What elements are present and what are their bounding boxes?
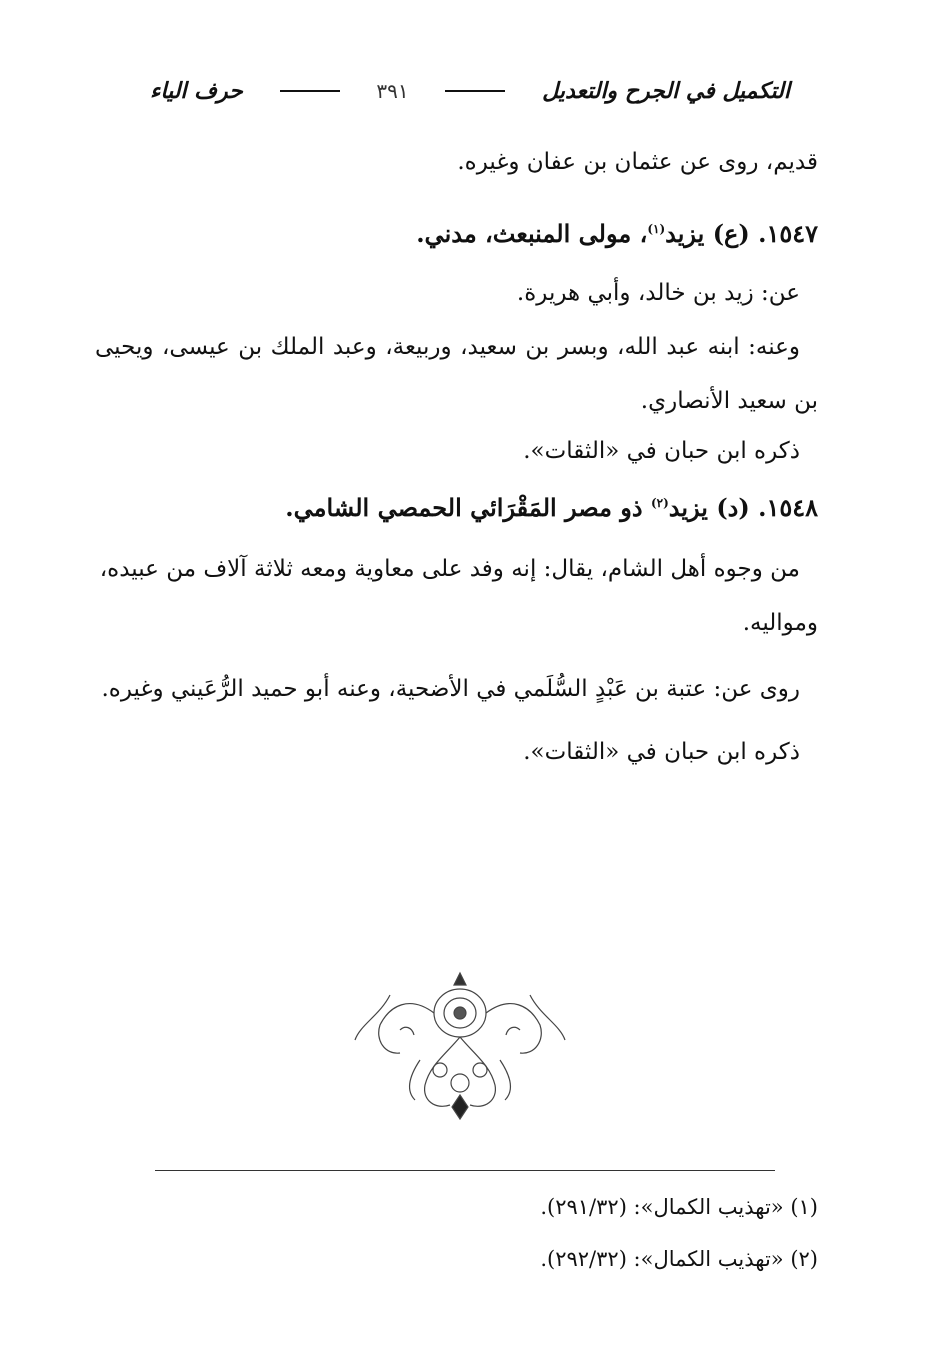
- footnote-ref: (١): [647, 222, 666, 236]
- body-line: ومواليه.: [742, 610, 818, 636]
- entry-heading-1548: [110, 486, 818, 525]
- footnote-separator: [155, 1170, 775, 1171]
- floral-ornament: [350, 965, 570, 1130]
- entry-number-name: ١٥٤٧. (ع) يزيد: [665, 219, 818, 248]
- body-line: من وجوه أهل الشام، يقال: إنه وفد على معاوية ومعه ثلاثة آلاف من عبيده،: [99, 556, 800, 582]
- section-title: حرف الياء: [150, 78, 243, 104]
- header-rule: [445, 90, 505, 92]
- footnote-ref: (٢): [650, 496, 669, 510]
- body-line: عن: زيد بن خالد، وأبي هريرة.: [516, 280, 800, 306]
- entry-number-name: ١٥٤٨. (د) يزيد: [668, 493, 818, 522]
- body-line: بن سعيد الأنصاري.: [640, 388, 818, 414]
- header-rule: [280, 90, 340, 92]
- entry-description: ذو مصر المَقْرَائي الحمصي الشامي.: [285, 493, 651, 522]
- entry-description: ، مولى المنبعث، مدني.: [416, 219, 648, 248]
- body-line: ذكره ابن حبان في «الثقات».: [523, 739, 800, 765]
- body-line: روى عن: عتبة بن عَبْدٍ السُّلَمي في الأضحية، وعنه أبو حميد الرُّعَيني وغيره.: [101, 676, 800, 702]
- page-number: ٣٩١: [376, 79, 409, 103]
- running-header: [150, 78, 790, 104]
- entry-heading-1547: [110, 212, 818, 251]
- footnote-1: (١) «تهذيب الكمال»: (٢٩١/٣٢).: [540, 1195, 818, 1219]
- footnote-2: (٢) «تهذيب الكمال»: (٢٩٢/٣٢).: [540, 1247, 818, 1271]
- book-title: التكميل في الجرح والتعديل: [542, 78, 790, 104]
- body-line: ذكره ابن حبان في «الثقات».: [523, 438, 800, 464]
- body-line: قديم، روى عن عثمان بن عفان وغيره.: [457, 149, 818, 175]
- body-line: وعنه: ابنه عبد الله، وبسر بن سعيد، وربيعة، وعبد الملك بن عيسى، ويحيى: [95, 334, 800, 360]
